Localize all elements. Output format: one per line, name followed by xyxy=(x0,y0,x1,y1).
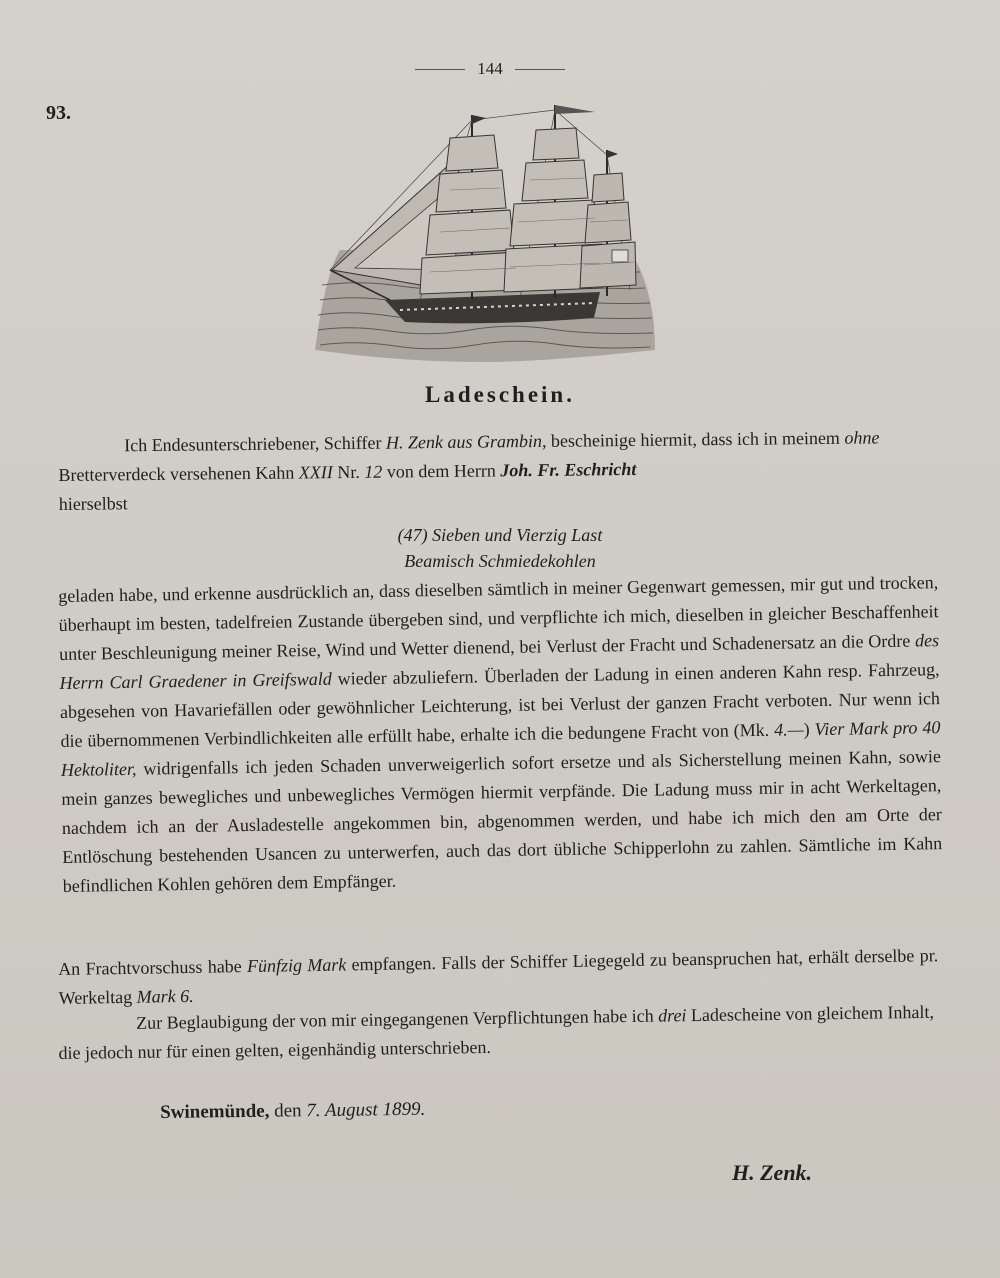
text-run: wieder abzuliefern. Überladen der Ladung in einen anderen Kahn resp. Fahrzeug, abgesehen von Havariefällen oder gewöhnlicher Leichterung, ist bei Verlust der ganzen Fracht verboten. Nur wenn ich die übernommenen Verbindlichkeiten alle erfüllt habe, erhalte ich die bedungene Fracht von (Mk. xyxy=(59,659,941,751)
place-date-line xyxy=(160,1099,425,1124)
text-run: Nr. xyxy=(332,461,365,483)
consignee: des Herrn Carl Graedener in Greifswald xyxy=(59,630,940,693)
paragraph-terms xyxy=(58,568,943,901)
signature: H. Zenk. xyxy=(732,1160,813,1185)
text-run: ) xyxy=(803,719,815,740)
header-rule-left xyxy=(415,69,465,70)
text-run: von dem Herrn xyxy=(382,460,501,482)
text-run: geladen habe, und erkenne ausdrücklich an, dass dieselben sämtlich in meiner Gegenwart gemessen, mir gut und trocken, überhaupt im besten, tadelfreien Zustande übergeben sind, und verpflichte ich mich, dieselben in gleicher Beschaffenheit unter Beschleunigung meiner Reise, Wind und Wetter dienend, bei Verlust der Fracht und Schadenersatz an die Ordre xyxy=(58,572,939,664)
paragraph-intro xyxy=(58,423,939,519)
freight-amount: 4.— xyxy=(773,719,804,740)
ship-illustration xyxy=(310,100,660,370)
text-run: Bretterverdeck versehenen Kahn xyxy=(58,462,299,485)
text-run: bescheinige hiermit, dass ich in meinem xyxy=(546,427,845,451)
text-run: widrigenfalls ich jeden Schaden unverweigerlich sofort ersetze und als Sicherstellung meinen Kahn, sowie mein ganzes bewegliches und unbewegliches Vermögen hiermit verpfände. Die Ladung muss mir in acht Werkeltagen, nachdem ich an der Ausladestelle angekommen bin, abgenommen werden, und habe ich mich den am Orte der Entlöschung bestehenden Usancen zu unterwerfen, auch das dort übliche Schipperlohn zu zahlen. Sämtliche im Kahn befindlichen Kohlen gehören dem Empfänger. xyxy=(61,746,943,896)
emphasis-ohne: ohne xyxy=(844,427,880,448)
text-run: empfangen. Falls der Schiffer Liegegeld zu beanspruchen hat, erhält derselbe pr. Werkeltag xyxy=(58,945,939,1008)
text-run: Zur Beglaubigung der von mir eingegangenen Verpflichtungen habe ich xyxy=(136,1005,659,1033)
text-run: hierselbst xyxy=(58,493,128,514)
copies-count: drei xyxy=(658,1005,687,1026)
cargo-quantity: (47) Sieben und Vierzig Last xyxy=(397,525,603,545)
cargo-type: Beamisch Schmiedekohlen xyxy=(404,551,596,571)
text-run: An Frachtvorschuss habe xyxy=(58,956,248,979)
sender-name: Joh. Fr. Eschricht xyxy=(500,458,637,481)
demurrage-rate: Mark 6. xyxy=(136,985,194,1007)
place-name: Swinemünde, xyxy=(160,1100,270,1123)
barge-nr: 12 xyxy=(364,461,383,482)
barge-number: XXII xyxy=(298,462,333,483)
text-run: Ich Endesunterschriebener, Schiffer xyxy=(124,432,387,456)
text-run: Ladescheine von gleichem Inhalt, die jedoch nur für einen gelten, eigenhändig unterschrieben. xyxy=(58,1001,934,1063)
freight-rate: Vier Mark pro 40 Hektoliter, xyxy=(60,717,941,780)
document-title: Ladeschein. xyxy=(425,382,575,407)
cargo-description xyxy=(0,522,1000,574)
freight-advance: Fünfzig Mark xyxy=(246,954,347,977)
page-number: 144 xyxy=(477,59,503,78)
skipper-name: H. Zenk aus Grambin, xyxy=(385,430,547,453)
document-date: 7. August 1899. xyxy=(306,1098,426,1122)
header-rule-right xyxy=(515,69,565,70)
document-number: 93. xyxy=(46,102,71,124)
page-header xyxy=(400,58,580,80)
text-run: den xyxy=(269,1100,307,1122)
paragraph-certification xyxy=(58,998,939,1068)
